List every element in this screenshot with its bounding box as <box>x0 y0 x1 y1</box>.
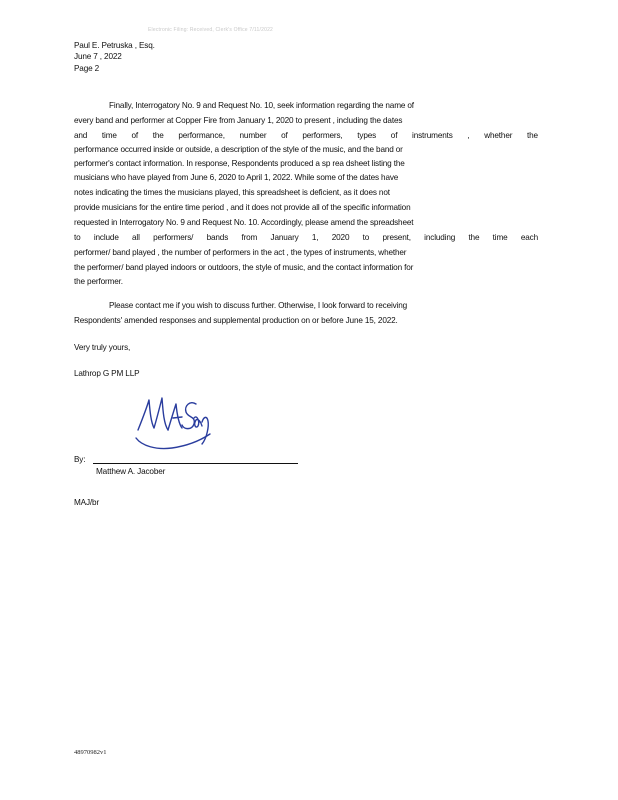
signature-line <box>93 463 298 464</box>
paragraph1-line2: every band and performer at Copper Fire from January 1, 2020 to present , including the dates <box>74 116 403 125</box>
firm-name: Lathrop G PM LLP <box>74 369 140 378</box>
paragraph1-line6: musicians who have played from June 6, 2020 to April 1, 2022. While some of the dates have <box>74 173 399 182</box>
by-label: By: <box>74 455 86 464</box>
typist-initials: MAJ/br <box>74 498 100 507</box>
paragraph1-line1: Finally, Interrogatory No. 9 and Request No. 10, seek information regarding the name of <box>109 101 414 110</box>
valediction: Very truly yours, <box>74 343 131 352</box>
paragraph2-line1: Please contact me if you wish to discuss further. Otherwise, I look forward to receiving <box>109 301 408 310</box>
paragraph1-line11: performer/ band played , the number of performers in the act , the types of instruments, whether <box>74 248 407 257</box>
paragraph1-line9: requested in Interrogatory No. 9 and Request No. 10. Accordingly, please amend the spreadsheet <box>74 218 414 227</box>
paragraph1-line12: the performer/ band played indoors or outdoors, the style of music, and the contact information for <box>74 263 414 272</box>
paragraph1-line7: notes indicating the times the musicians played, this spreadsheet is deficient, as it does not <box>74 188 390 197</box>
recipient-line: Paul E. Petruska , Esq. <box>74 41 155 50</box>
filing-stamp-text: Electronic Filing: Received, Clerk's Office 7/11/2022 <box>148 27 274 33</box>
date-line: June 7 , 2022 <box>74 52 122 61</box>
paragraph1-line3: and time of the performance, number of performers, types of instruments , whether the <box>74 131 538 140</box>
paragraph1-line5: performer's contact information. In response, Respondents produced a sp rea dsheet listing the <box>74 159 405 168</box>
page-number-line: Page 2 <box>74 64 100 73</box>
paragraph1-line10: to include all performers/ bands from January 1, 2020 to present, including the time each <box>74 233 538 242</box>
paragraph1-line8: provide musicians for the entire time period , and it does not provide all of the specific information <box>74 203 411 212</box>
paragraph1-line13: the performer. <box>74 277 123 286</box>
paragraph2-line2: Respondents' amended responses and supplemental production on or before June 15, 2022. <box>74 316 398 325</box>
handwritten-signature <box>134 392 214 458</box>
paragraph1-line4: performance occurred inside or outside, a description of the style of the music, and the band or <box>74 145 403 154</box>
signer-name: Matthew A. Jacober <box>96 467 166 476</box>
document-id: 48970982v1 <box>74 749 107 756</box>
